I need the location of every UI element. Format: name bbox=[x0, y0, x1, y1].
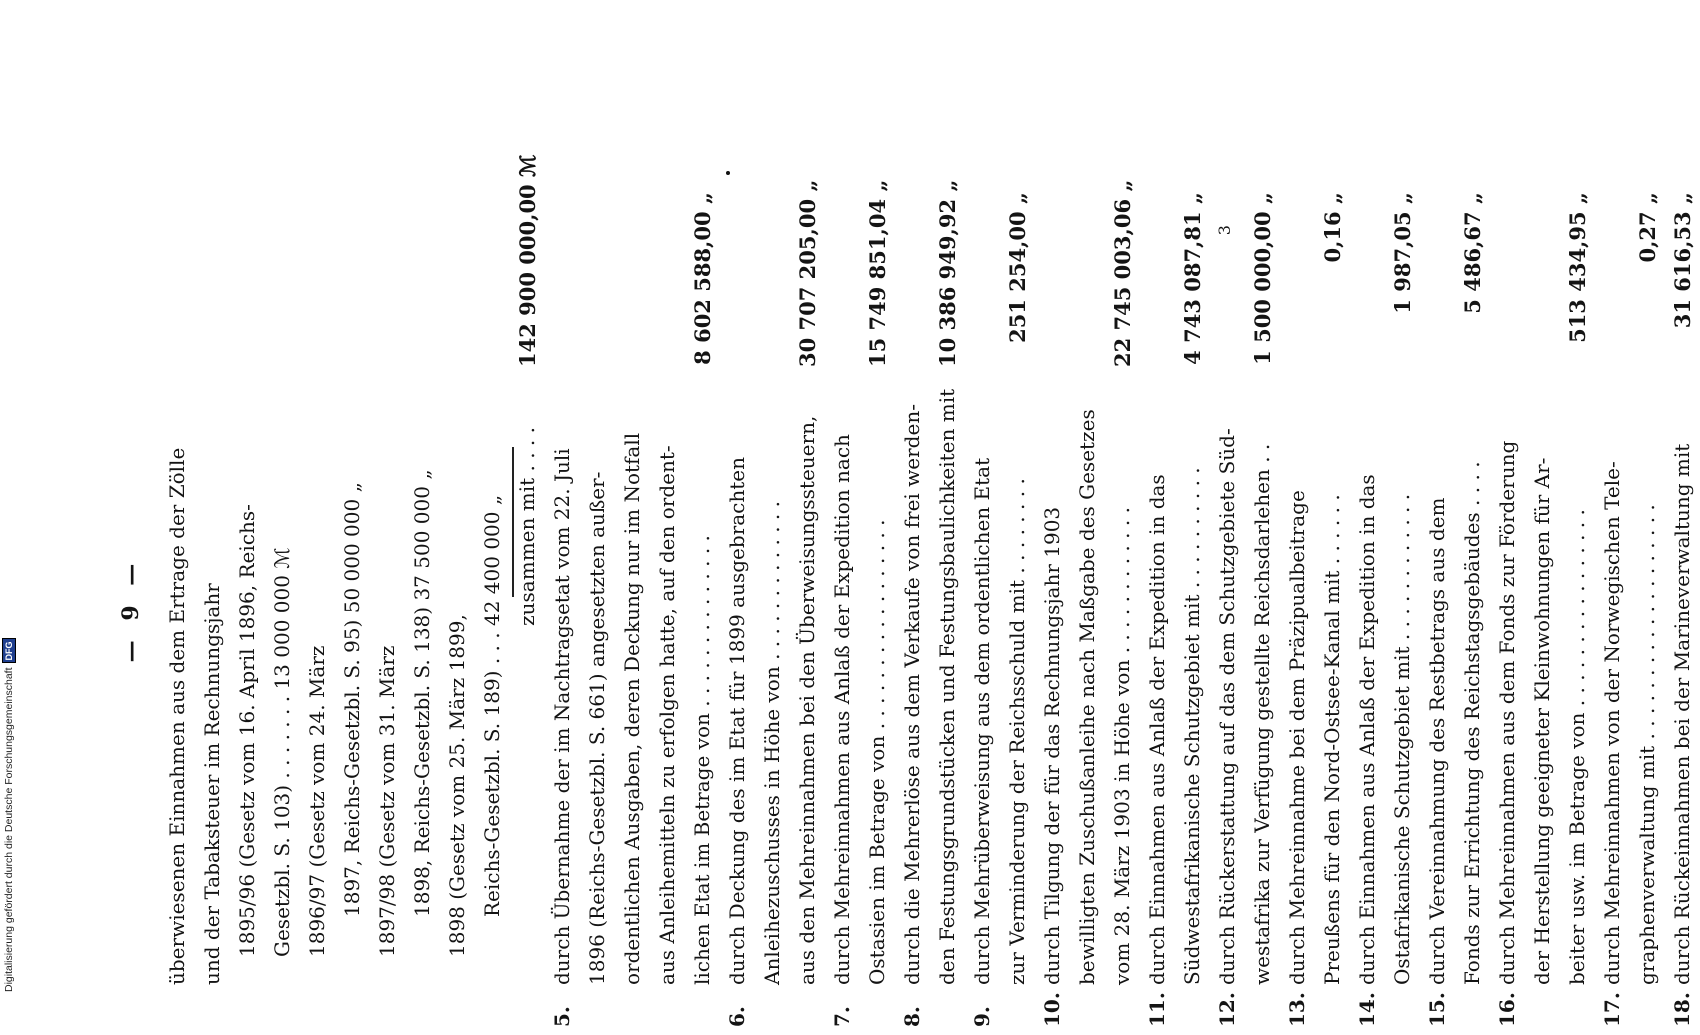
line-amount bbox=[370, 192, 405, 367]
document-line bbox=[790, 367, 825, 1027]
document-line bbox=[1385, 367, 1420, 1027]
line-amount: 0,27 „ bbox=[1635, 192, 1660, 263]
line-text: 1898 (Gesetz vom 25. März 1899, bbox=[445, 614, 469, 957]
line-amount bbox=[160, 192, 195, 367]
line-amount bbox=[1070, 192, 1105, 367]
document-line bbox=[1245, 367, 1280, 1027]
item-number: 15. bbox=[1425, 992, 1449, 1027]
rotated-page bbox=[100, 154, 1695, 1035]
document-line bbox=[1525, 367, 1560, 1027]
line-text: durch Mehrüberweisung aus dem ordentlichen Etat bbox=[970, 457, 994, 985]
document-line bbox=[1070, 367, 1105, 1027]
document-line bbox=[195, 367, 230, 1027]
line-text: ordentlichen Ausgaben, deren Deckung nur im Notfall bbox=[620, 432, 644, 985]
line-text: aus den Mehreinnahmen bei den Überweisungssteuern, bbox=[795, 415, 819, 985]
line-text: den Festungsgrundstücken und Festungsbaulichkeiten mit bbox=[935, 388, 959, 985]
line-amount bbox=[1140, 192, 1175, 367]
line-amount bbox=[1280, 192, 1315, 367]
item-number: 8. bbox=[900, 1006, 924, 1027]
line-text: Preußens für den Nord-Ostsee-Kanal mit . . . . . . bbox=[1320, 494, 1344, 985]
line-text: durch Vereinnahmung des Restbetrags aus dem bbox=[1425, 497, 1449, 985]
line-amount bbox=[755, 192, 790, 367]
page-content bbox=[160, 154, 1695, 1027]
line-amount bbox=[895, 192, 930, 367]
line-text: überwiesenen Einnahmen aus dem Ertrage der Zölle bbox=[165, 447, 189, 985]
document-line bbox=[335, 367, 370, 1027]
document-line bbox=[370, 367, 405, 1027]
line-amount bbox=[1595, 192, 1630, 367]
line-text: Reichs-Gesetzbl. S. 189) . . . 42 400 000 „ bbox=[480, 494, 504, 917]
dfg-logo-icon: DFG bbox=[2, 638, 16, 663]
line-text: Fonds zur Errichtung des Reichstagsgebäudes . . . . bbox=[1460, 461, 1484, 985]
line-amount: 251 254,00 „ bbox=[1005, 192, 1030, 343]
document-line bbox=[475, 367, 510, 1027]
document-line bbox=[615, 367, 650, 1027]
line-text: durch Tilgung der für das Rechnungsjahr 1903 bbox=[1040, 506, 1064, 985]
document-line bbox=[1315, 367, 1350, 1027]
document-line bbox=[580, 367, 615, 1027]
line-amount bbox=[335, 192, 370, 367]
line-amount: 513 434,95 „ bbox=[1565, 192, 1590, 343]
document-line bbox=[510, 367, 545, 1027]
line-text: graphenverwaltung mit . . . . . . . . . . . . . . . . . . . bbox=[1635, 504, 1659, 985]
document-line bbox=[1490, 367, 1525, 1027]
line-text: 1895/96 (Gesetz vom 16. April 1896, Reichs- bbox=[235, 504, 259, 957]
line-text: und der Tabaksteuer im Rechnungsjahr bbox=[200, 583, 224, 985]
line-text: der Herstellung geeigneter Kleinwohnungen für Ar- bbox=[1530, 457, 1554, 985]
document-line bbox=[1105, 367, 1140, 1027]
sum-rule bbox=[512, 447, 514, 597]
line-text: durch Mehreinnahmen aus Anlaß der Expedition nach bbox=[830, 434, 854, 985]
line-text: aus Anleihemitteln zu erfolgen hatte, auf den ordent- bbox=[655, 445, 679, 985]
item-number: 12. bbox=[1215, 992, 1239, 1027]
line-amount bbox=[1035, 192, 1070, 367]
line-text: 1897/98 (Gesetz vom 31. März bbox=[375, 645, 399, 957]
digitization-notice-text: Digitalisierung gefördert durch die Deutsche Forschungsgemeinschaft bbox=[3, 667, 15, 992]
line-text: 1896/97 (Gesetz vom 24. März bbox=[305, 645, 329, 957]
document-line bbox=[405, 367, 440, 1027]
line-text: lichen Etat im Betrage von . . . . . . . . . . . . . . bbox=[690, 535, 714, 985]
document-line bbox=[755, 367, 790, 1027]
page-number: — 9 — bbox=[118, 557, 144, 663]
line-amount: 142 900 000,00 ℳ bbox=[515, 154, 540, 367]
signature-mark: 3 bbox=[1215, 225, 1234, 236]
item-number: 7. bbox=[830, 1006, 854, 1027]
line-text: durch Mehreinnahme bei dem Präzipualbeitrage bbox=[1285, 490, 1309, 985]
amount-column bbox=[160, 154, 1700, 367]
document-line bbox=[160, 367, 195, 1027]
line-amount: 1 500 000,00 „ bbox=[1250, 192, 1275, 365]
line-amount bbox=[825, 192, 860, 367]
line-text: Gesetzbl. S. 103) . . . . . . . 13 000 000 ℳ bbox=[270, 547, 294, 957]
line-amount bbox=[230, 192, 265, 367]
document-line bbox=[720, 367, 755, 1027]
line-amount: 8 602 588,00 „ bbox=[690, 192, 715, 365]
item-number: 5. bbox=[550, 1006, 574, 1027]
line-amount bbox=[580, 192, 615, 367]
item-number: 14. bbox=[1355, 992, 1379, 1027]
line-amount bbox=[440, 192, 475, 367]
line-amount bbox=[405, 192, 440, 367]
line-amount: 0,16 „ bbox=[1320, 192, 1345, 263]
line-amount: 4 743 087,81 „ bbox=[1180, 192, 1205, 365]
document-line bbox=[825, 367, 860, 1027]
document-line bbox=[265, 367, 300, 1027]
line-text: durch Einnahmen aus Anlaß der Expedition in das bbox=[1145, 474, 1169, 985]
line-amount: 1 987,05 „ bbox=[1390, 192, 1415, 314]
item-number: 11. bbox=[1145, 992, 1169, 1027]
document-line bbox=[1175, 367, 1210, 1027]
document-line bbox=[1000, 367, 1035, 1027]
line-amount: 30 707 205,00 „ bbox=[795, 179, 820, 367]
line-amount bbox=[1490, 192, 1525, 367]
line-amount bbox=[475, 192, 510, 367]
line-amount: 15 749 851,04 „ bbox=[865, 179, 890, 367]
document-line bbox=[1630, 367, 1665, 1027]
item-number: 6. bbox=[725, 1006, 749, 1027]
document-line bbox=[1560, 367, 1595, 1027]
document-line bbox=[1350, 367, 1385, 1027]
document-line bbox=[545, 367, 580, 1027]
line-text: 1897, Reichs-Gesetzbl. S. 95) 50 000 000 „ bbox=[340, 482, 364, 917]
line-text: durch Rückeinnahmen bei der Marineverwaltung mit bbox=[1670, 443, 1694, 985]
document-line bbox=[440, 367, 475, 1027]
line-amount bbox=[1525, 192, 1560, 367]
document-line bbox=[1665, 367, 1700, 1027]
line-amount bbox=[965, 192, 1000, 367]
line-text: durch Einnahmen aus Anlaß der Expedition in das bbox=[1355, 474, 1379, 985]
line-amount bbox=[650, 192, 685, 367]
line-text: bewilligten Zuschußanleihe nach Maßgabe des Gesetzes bbox=[1075, 409, 1099, 985]
document-line bbox=[860, 367, 895, 1027]
line-text: zusammen mit . . . . bbox=[515, 427, 539, 626]
line-amount bbox=[195, 192, 230, 367]
document-line bbox=[1035, 367, 1070, 1027]
document-line bbox=[895, 367, 930, 1027]
line-text: durch Mehreinnahmen aus dem Fonds zur Förderung bbox=[1495, 440, 1519, 985]
line-text: Ostafrikanische Schutzgebiet mit . . . . . . . . . . . . bbox=[1390, 493, 1414, 985]
item-number: 13. bbox=[1285, 992, 1309, 1027]
line-text: 1896 (Reichs-Gesetzbl. S. 661) angesetzten außer- bbox=[585, 471, 609, 985]
line-amount bbox=[1350, 192, 1385, 367]
document-line bbox=[1595, 367, 1630, 1027]
line-text: durch Mehreinnahmen von der Norwegischen Tele- bbox=[1600, 461, 1624, 985]
document-line bbox=[1420, 367, 1455, 1027]
line-amount bbox=[265, 192, 300, 367]
digitization-notice bbox=[2, 592, 16, 992]
document-line bbox=[230, 367, 265, 1027]
line-text: durch Übernahme der im Nachtragsetat vom 22. Juli bbox=[550, 448, 574, 985]
line-text: Anleihezuschusses in Höhe von . . . . . . . . . . . . . bbox=[760, 500, 784, 985]
line-amount bbox=[545, 192, 580, 367]
line-amount: 5 486,67 „ bbox=[1460, 192, 1485, 314]
line-amount: 31 616,53 „ bbox=[1670, 192, 1695, 329]
line-text: durch Deckung des im Etat für 1899 ausgebrachten bbox=[725, 456, 749, 985]
item-number: 18. bbox=[1670, 992, 1694, 1027]
line-amount: 22 745 003,06 „ bbox=[1110, 179, 1135, 367]
item-number: 9. bbox=[970, 1006, 994, 1027]
line-text: vom 28. März 1903 in Höhe von . . . . . . . . . . . . bbox=[1110, 507, 1134, 985]
document-line bbox=[1280, 367, 1315, 1027]
document-line bbox=[965, 367, 1000, 1027]
print-speck bbox=[726, 171, 730, 175]
document-line bbox=[1455, 367, 1490, 1027]
line-text: beiter usw. im Betrage von . . . . . . . . . . . . . . . . bbox=[1565, 509, 1589, 985]
line-amount bbox=[720, 192, 755, 367]
line-text: westafrika zur Verfügung gestellte Reichsdarlehen . . bbox=[1250, 443, 1274, 985]
line-amount: 10 386 949,92 „ bbox=[935, 179, 960, 367]
text-column bbox=[160, 367, 1700, 1027]
line-text: 1898, Reichs-Gesetzbl. S. 138) 37 500 000 „ bbox=[410, 469, 434, 917]
line-amount bbox=[1420, 192, 1455, 367]
document-line bbox=[930, 367, 965, 1027]
item-number: 17. bbox=[1600, 992, 1624, 1027]
document-line bbox=[685, 367, 720, 1027]
item-number: 16. bbox=[1495, 992, 1519, 1027]
line-amount bbox=[615, 192, 650, 367]
line-text: Südwestafrikanische Schutzgebiet mit . . . . . . . . . . bbox=[1180, 467, 1204, 985]
line-text: Ostasien im Betrage von . . . . . . . . . . . . . . . . . bbox=[865, 519, 889, 985]
item-number: 10. bbox=[1040, 992, 1064, 1027]
document-line bbox=[1140, 367, 1175, 1027]
document-line bbox=[650, 367, 685, 1027]
line-text: durch die Mehrerlöse aus dem Verkaufe von frei werden- bbox=[900, 404, 924, 985]
line-text: zur Verminderung der Reichsschuld mit . . . . . . . . bbox=[1005, 478, 1029, 985]
document-line bbox=[300, 367, 335, 1027]
line-amount bbox=[300, 192, 335, 367]
line-text: durch Rückerstattung auf das dem Schutzgebiete Süd- bbox=[1215, 428, 1239, 985]
